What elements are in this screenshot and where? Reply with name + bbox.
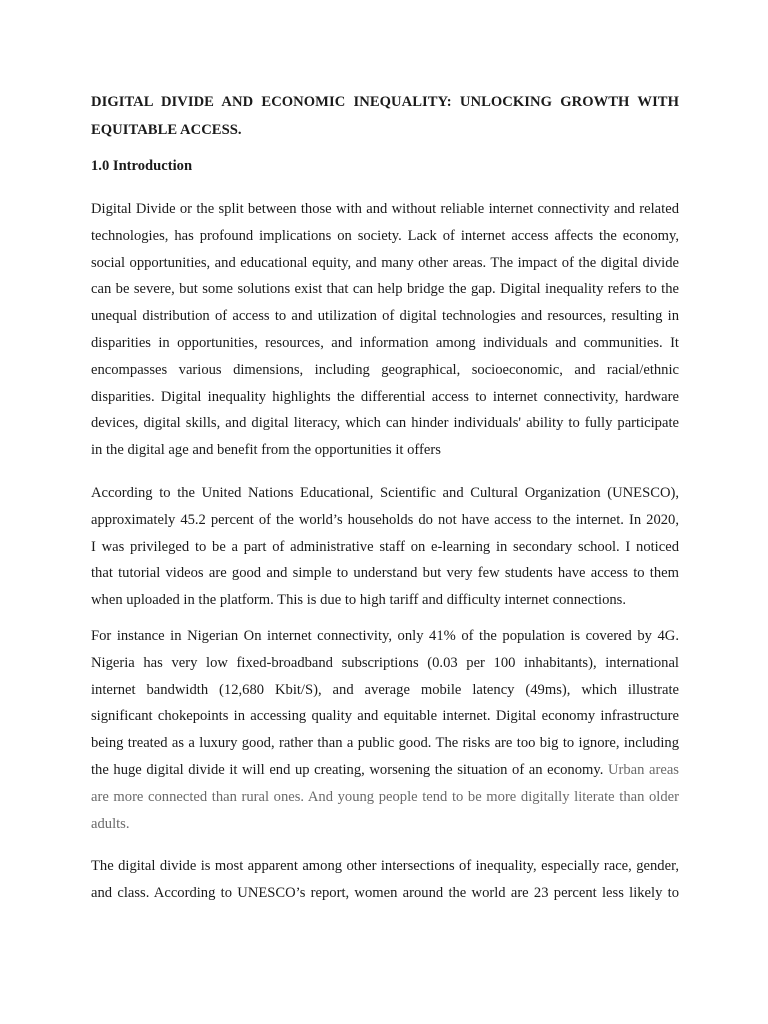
paragraph-line: Nigeria has very low fixed-broadband subscriptions (0.03 per 100 inhabitants), international (91, 654, 679, 671)
paragraph-line: devices, digital skills, and digital literacy, which can hinder individuals' ability to fully participate (91, 415, 679, 432)
paragraph-line: that tutorial videos are good and simple to understand but very few students have access to them (91, 565, 679, 582)
paragraph-line: encompasses various dimensions, including geographical, socioeconomic, and racial/ethnic (91, 361, 679, 378)
paragraph-line: and class. According to UNESCO’s report, women around the world are 23 percent less likely to (91, 885, 679, 902)
paragraph-line: approximately 45.2 percent of the world’s households do not have access to the internet. In 2020, (91, 511, 679, 528)
document-title (91, 88, 679, 144)
paragraph-line: disparities in opportunities, resources, and information among individuals and communities. It (91, 334, 679, 351)
paragraph-intersections (91, 853, 679, 907)
paragraph-line: in the digital age and benefit from the opportunities it offers (91, 442, 441, 459)
paragraph-line: unequal distribution of access to and utilization of digital technologies and resources, resulting in (91, 308, 679, 325)
paragraph-line: internet bandwidth (12,680 Kbit/S), and average mobile latency (49ms), which illustrate (91, 681, 679, 698)
paragraph-line: I was privileged to be a part of administrative staff on e-learning in secondary school. I noticed (91, 538, 679, 555)
paragraph-line (91, 757, 679, 784)
paragraph-line: social opportunities, and educational equity, and many other areas. The impact of the digital divide (91, 254, 679, 271)
paragraph-line: technologies, has profound implications on society. Lack of internet access affects the economy, (91, 227, 679, 244)
paragraph-line: when uploaded in the platform. This is due to high tariff and difficulty internet connections. (91, 592, 626, 609)
paragraph-line: being treated as a luxury good, rather than a public good. The risks are too big to ignore, including (91, 735, 679, 752)
paragraph-line: According to the United Nations Educational, Scientific and Cultural Organization (UNESCO), (91, 484, 679, 501)
paragraph-text: the huge digital divide it will end up creating, worsening the situation of an economy. (91, 761, 608, 778)
paragraph-line: The digital divide is most apparent among other intersections of inequality, especially race, gender, (91, 858, 679, 875)
paragraph-line: Digital Divide or the split between those with and without reliable internet connectivity and related (91, 201, 679, 217)
title-line-2: EQUITABLE ACCESS. (91, 122, 242, 138)
paragraph-unesco (91, 480, 679, 614)
paragraph-line-grey: are more connected than rural ones. And young people tend to be more digitally literate than older (91, 788, 679, 805)
paragraph-line-grey: adults. (91, 815, 130, 832)
title-line-1: DIGITAL DIVIDE AND ECONOMIC INEQUALITY: UNLOCKING GROWTH WITH (91, 94, 679, 110)
paragraph-line: For instance in Nigerian On internet connectivity, only 41% of the population is covered by 4G. (91, 627, 679, 644)
paragraph-line: significant chokepoints in accessing quality and equitable internet. Digital economy infrastructure (91, 708, 679, 725)
paragraph-intro (91, 196, 679, 464)
section-heading: 1.0 Introduction (91, 158, 193, 174)
document-page (91, 88, 679, 907)
paragraph-line: disparities. Digital inequality highlights the differential access to internet connectivity, hardware (91, 388, 679, 405)
paragraph-nigeria (91, 623, 679, 837)
paragraph-text-grey: Urban areas (607, 761, 679, 778)
paragraph-line: can be severe, but some solutions exist that can help bridge the gap. Digital inequality refers to the (91, 281, 679, 298)
